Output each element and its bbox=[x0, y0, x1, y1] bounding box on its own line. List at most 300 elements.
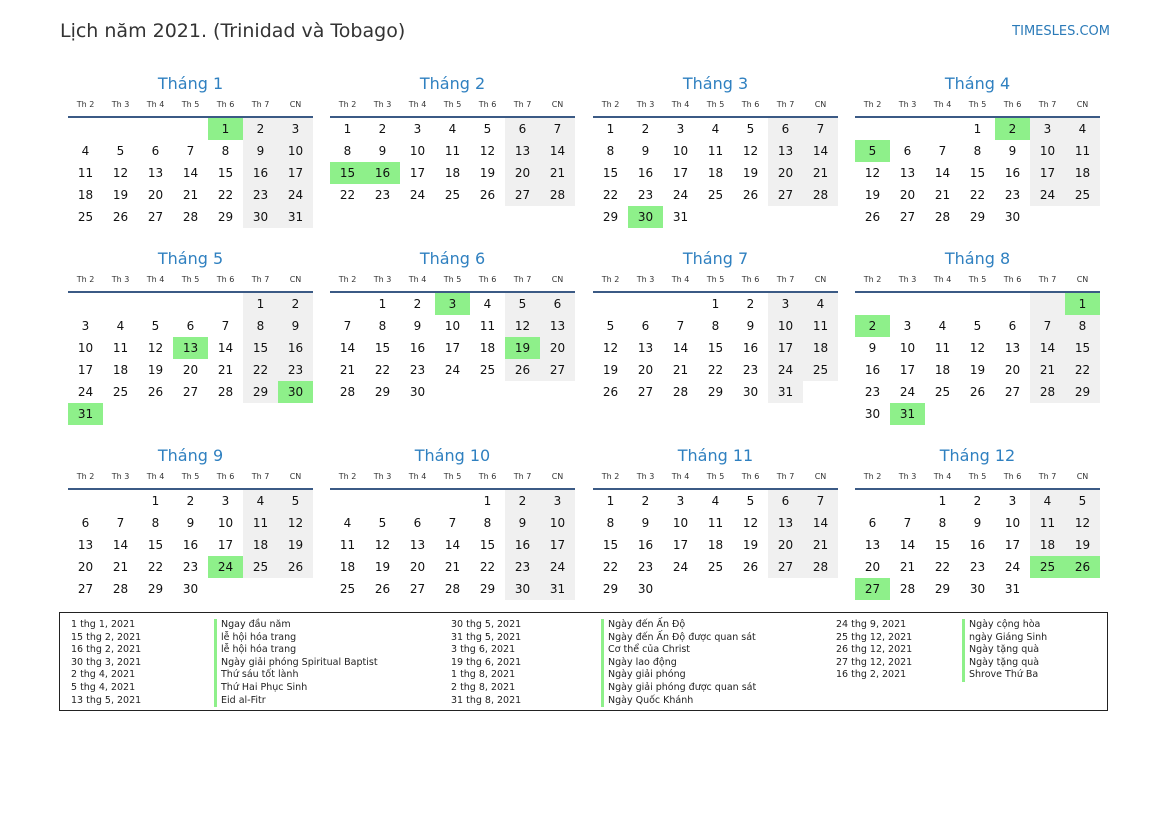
day-cell: 21 bbox=[540, 162, 575, 184]
day-cell: 28 bbox=[899, 582, 916, 596]
day-cell: 17 bbox=[899, 363, 916, 377]
empty-cell bbox=[400, 490, 435, 512]
weekday-label: Th 2 bbox=[76, 100, 95, 109]
day-cell: 15 bbox=[243, 337, 278, 359]
day-cell: 21 bbox=[182, 188, 199, 202]
weekday-label: Th 2 bbox=[338, 275, 357, 284]
empty-cell bbox=[173, 118, 208, 140]
day-cell: 29 bbox=[479, 582, 496, 596]
day-cell: 23 bbox=[969, 560, 986, 574]
day-cell: 11 bbox=[707, 516, 724, 530]
day-cell: 16 bbox=[864, 363, 881, 377]
weekday-label: CN bbox=[814, 275, 827, 284]
empty-cell bbox=[995, 293, 1030, 315]
day-cell: 19 bbox=[742, 538, 759, 552]
day-cell: 25 bbox=[803, 359, 838, 381]
day-cell: 13 bbox=[540, 315, 575, 337]
day-cell: 17 bbox=[444, 341, 461, 355]
legend-date: 26 thg 12, 2021 bbox=[836, 644, 913, 656]
empty-cell bbox=[890, 490, 925, 512]
legend-date: 16 thg 2, 2021 bbox=[71, 644, 142, 656]
day-cell: 11 bbox=[1065, 140, 1100, 162]
day-cell: 10 bbox=[1030, 140, 1065, 162]
day-cell: 18 bbox=[444, 166, 461, 180]
day-grid bbox=[330, 490, 575, 600]
day-cell: 23 bbox=[1004, 188, 1021, 202]
day-cell: 10 bbox=[409, 144, 426, 158]
day-cell: 2 bbox=[378, 122, 387, 136]
weekday-label: Th 6 bbox=[741, 472, 760, 481]
day-cell: 13 bbox=[637, 341, 654, 355]
weekday-label: Th 7 bbox=[251, 472, 270, 481]
day-cell: 28 bbox=[112, 582, 129, 596]
day-cell: 21 bbox=[339, 363, 356, 377]
day-cell: 25 bbox=[444, 188, 461, 202]
day-cell: 26 bbox=[864, 210, 881, 224]
weekday-label: Th 4 bbox=[933, 100, 952, 109]
month-block bbox=[855, 445, 1100, 600]
day-cell: 9 bbox=[641, 144, 650, 158]
day-cell: 3 bbox=[768, 293, 803, 315]
empty-cell bbox=[960, 293, 995, 315]
weekday-label: Th 2 bbox=[76, 275, 95, 284]
day-cell: 9 bbox=[868, 341, 877, 355]
weekday-label: Th 3 bbox=[373, 100, 392, 109]
day-cell: 3 bbox=[540, 490, 575, 512]
day-cell: 6 bbox=[151, 144, 160, 158]
day-cell: 21 bbox=[217, 363, 234, 377]
day-cell: 4 bbox=[711, 122, 720, 136]
weekday-header bbox=[593, 98, 838, 118]
legend-date: 5 thg 4, 2021 bbox=[71, 681, 136, 693]
day-cell: 16 bbox=[637, 166, 654, 180]
day-cell: 23 bbox=[182, 560, 199, 574]
empty-cell bbox=[890, 293, 925, 315]
weekday-label: Th 4 bbox=[408, 472, 427, 481]
day-cell: 19 bbox=[602, 363, 619, 377]
day-cell: 24 bbox=[77, 385, 94, 399]
day-grid bbox=[593, 490, 838, 600]
day-cell: 8 bbox=[606, 516, 615, 530]
day-cell: 3 bbox=[676, 494, 685, 508]
day-cell: 5 bbox=[1065, 490, 1100, 512]
day-cell: 10 bbox=[899, 341, 916, 355]
weekday-label: Th 5 bbox=[968, 100, 987, 109]
weekday-label: Th 6 bbox=[216, 100, 235, 109]
weekday-label: Th 2 bbox=[338, 472, 357, 481]
day-cell: 1 bbox=[243, 293, 278, 315]
site-link[interactable]: TIMESLES.COM bbox=[1012, 24, 1110, 39]
day-cell: 13 bbox=[864, 538, 881, 552]
empty-cell bbox=[365, 490, 400, 512]
weekday-label: Th 3 bbox=[636, 472, 655, 481]
day-cell: 26 bbox=[278, 556, 313, 578]
weekday-label: Th 6 bbox=[741, 100, 760, 109]
empty-cell bbox=[208, 293, 243, 315]
day-cell: 8 bbox=[483, 516, 492, 530]
weekday-label: Th 4 bbox=[671, 472, 690, 481]
day-cell: 19 bbox=[479, 166, 496, 180]
day-cell: 13 bbox=[77, 538, 94, 552]
day-cell: 1 bbox=[343, 122, 352, 136]
day-cell: 6 bbox=[768, 118, 803, 140]
day-cell: 14 bbox=[182, 166, 199, 180]
legend-holiday-name: Cơ thể của Christ bbox=[601, 644, 756, 657]
day-cell: 4 bbox=[711, 494, 720, 508]
day-cell: 22 bbox=[374, 363, 391, 377]
day-cell: 19 bbox=[969, 363, 986, 377]
day-cell: 14 bbox=[444, 538, 461, 552]
day-cell: 15 bbox=[217, 166, 234, 180]
day-cell: 12 bbox=[969, 341, 986, 355]
day-cell: 6 bbox=[413, 516, 422, 530]
day-cell: 11 bbox=[339, 538, 356, 552]
day-cell: 8 bbox=[221, 144, 230, 158]
empty-cell bbox=[628, 293, 663, 315]
day-cell: 20 bbox=[637, 363, 654, 377]
day-cell: 10 bbox=[540, 512, 575, 534]
weekday-label: Th 3 bbox=[898, 472, 917, 481]
day-cell: 14 bbox=[339, 341, 356, 355]
weekday-label: Th 7 bbox=[513, 472, 532, 481]
day-cell: 5 bbox=[746, 122, 755, 136]
day-cell: 14 bbox=[803, 512, 838, 534]
day-cell: 12 bbox=[479, 144, 496, 158]
day-cell: 18 bbox=[243, 534, 278, 556]
day-cell: 30 bbox=[637, 582, 654, 596]
day-cell: 1 bbox=[711, 297, 720, 311]
day-cell: 20 bbox=[409, 560, 426, 574]
day-cell: 2 bbox=[641, 122, 650, 136]
day-cell: 16 bbox=[505, 534, 540, 556]
day-cell: 28 bbox=[339, 385, 356, 399]
day-cell: 18 bbox=[77, 188, 94, 202]
day-cell: 16 bbox=[243, 162, 278, 184]
day-cell: 12 bbox=[505, 315, 540, 337]
day-cell: 14 bbox=[934, 166, 951, 180]
month-block bbox=[593, 248, 838, 403]
day-cell: 5 bbox=[278, 490, 313, 512]
weekday-label: Th 6 bbox=[216, 472, 235, 481]
weekday-label: CN bbox=[289, 275, 302, 284]
day-cell: 26 bbox=[147, 385, 164, 399]
day-cell: 1 bbox=[973, 122, 982, 136]
day-cell: 4 bbox=[938, 319, 947, 333]
month-title: Tháng 7 bbox=[682, 249, 749, 268]
day-cell: 24 bbox=[540, 556, 575, 578]
day-cell: 6 bbox=[81, 516, 90, 530]
day-cell: 5 bbox=[606, 319, 615, 333]
weekday-label: Th 6 bbox=[1003, 472, 1022, 481]
empty-cell bbox=[138, 293, 173, 315]
day-cell: 29 bbox=[1065, 381, 1100, 403]
day-cell: 26 bbox=[742, 188, 759, 202]
weekday-label: Th 5 bbox=[443, 472, 462, 481]
day-cell: 5 bbox=[505, 293, 540, 315]
day-cell: 16 bbox=[278, 337, 313, 359]
day-cell: 10 bbox=[768, 315, 803, 337]
weekday-label: Th 3 bbox=[111, 100, 130, 109]
day-cell: 3 bbox=[1008, 494, 1017, 508]
legend-date: 24 thg 9, 2021 bbox=[836, 619, 907, 630]
holiday-legend bbox=[59, 612, 1108, 711]
empty-cell bbox=[855, 490, 890, 512]
day-cell: 10 bbox=[77, 341, 94, 355]
empty-cell bbox=[68, 118, 103, 140]
holiday-day: 3 bbox=[435, 293, 470, 315]
day-cell: 18 bbox=[707, 538, 724, 552]
day-cell: 7 bbox=[540, 118, 575, 140]
day-cell: 10 bbox=[217, 516, 234, 530]
legend-holiday-name: Ngày giải phóng bbox=[601, 669, 756, 682]
legend-names-col-2 bbox=[601, 619, 756, 707]
day-cell: 17 bbox=[217, 538, 234, 552]
day-cell: 20 bbox=[864, 560, 881, 574]
day-cell: 20 bbox=[505, 162, 540, 184]
day-cell: 30 bbox=[864, 407, 881, 421]
day-cell: 27 bbox=[768, 184, 803, 206]
weekday-header bbox=[855, 273, 1100, 293]
day-cell: 12 bbox=[602, 341, 619, 355]
day-cell: 20 bbox=[768, 162, 803, 184]
day-cell: 18 bbox=[1065, 162, 1100, 184]
day-cell: 11 bbox=[444, 144, 461, 158]
day-cell: 27 bbox=[147, 210, 164, 224]
weekday-label: Th 7 bbox=[1038, 100, 1057, 109]
weekday-label: Th 6 bbox=[216, 275, 235, 284]
day-cell: 28 bbox=[803, 184, 838, 206]
day-cell: 15 bbox=[602, 166, 619, 180]
month-block bbox=[68, 73, 313, 228]
day-cell: 11 bbox=[243, 512, 278, 534]
legend-date: 19 thg 6, 2021 bbox=[451, 656, 522, 668]
legend-dates-col-1 bbox=[71, 619, 141, 707]
day-cell: 13 bbox=[768, 512, 803, 534]
day-cell: 21 bbox=[803, 534, 838, 556]
day-cell: 24 bbox=[672, 560, 689, 574]
day-cell: 23 bbox=[637, 188, 654, 202]
day-cell: 6 bbox=[641, 319, 650, 333]
day-cell: 1 bbox=[606, 494, 615, 508]
weekday-label: Th 4 bbox=[146, 472, 165, 481]
day-cell: 20 bbox=[899, 188, 916, 202]
day-cell: 20 bbox=[768, 534, 803, 556]
day-cell: 24 bbox=[278, 184, 313, 206]
day-cell: 29 bbox=[934, 582, 951, 596]
weekday-label: Th 7 bbox=[776, 100, 795, 109]
holiday-day: 25 bbox=[1030, 556, 1065, 578]
day-cell: 13 bbox=[768, 140, 803, 162]
day-cell: 14 bbox=[217, 341, 234, 355]
day-cell: 17 bbox=[768, 337, 803, 359]
day-cell: 22 bbox=[339, 188, 356, 202]
day-cell: 28 bbox=[934, 210, 951, 224]
day-cell: 28 bbox=[182, 210, 199, 224]
legend-date: 30 thg 3, 2021 bbox=[71, 656, 142, 668]
legend-holiday-name: Ngày giải phóng được quan sát bbox=[601, 682, 756, 695]
day-cell: 12 bbox=[278, 512, 313, 534]
holiday-day: 30 bbox=[278, 381, 313, 403]
legend-holiday-name: Ngày giải phóng Spiritual Baptist bbox=[214, 657, 378, 670]
day-cell: 22 bbox=[934, 560, 951, 574]
day-cell: 23 bbox=[243, 184, 278, 206]
day-cell: 27 bbox=[409, 582, 426, 596]
day-cell: 29 bbox=[602, 210, 619, 224]
legend-holiday-name: Eid al-Fitr bbox=[214, 695, 378, 708]
legend-date: 3 thg 6, 2021 bbox=[451, 644, 516, 656]
weekday-label: CN bbox=[551, 275, 564, 284]
day-cell: 2 bbox=[641, 494, 650, 508]
day-cell: 28 bbox=[672, 385, 689, 399]
day-cell: 10 bbox=[1004, 516, 1021, 530]
day-cell: 31 bbox=[278, 206, 313, 228]
day-grid bbox=[855, 293, 1100, 425]
legend-holiday-name: lễ hội hóa trang bbox=[214, 644, 378, 657]
weekday-label: Th 7 bbox=[776, 275, 795, 284]
day-cell: 2 bbox=[505, 490, 540, 512]
month-block bbox=[330, 248, 575, 403]
legend-date: 1 thg 1, 2021 bbox=[71, 619, 136, 630]
day-cell: 16 bbox=[742, 341, 759, 355]
day-cell: 22 bbox=[479, 560, 496, 574]
day-cell: 10 bbox=[672, 516, 689, 530]
day-cell: 25 bbox=[243, 556, 278, 578]
month-block bbox=[855, 248, 1100, 425]
weekday-label: Th 5 bbox=[181, 275, 200, 284]
legend-holiday-name: Ngày cộng hòa bbox=[962, 619, 1047, 632]
day-cell: 30 bbox=[409, 385, 426, 399]
day-cell: 21 bbox=[934, 188, 951, 202]
legend-holiday-name: Ngày tặng quà bbox=[962, 657, 1047, 670]
day-cell: 28 bbox=[540, 184, 575, 206]
day-cell: 1 bbox=[938, 494, 947, 508]
day-cell: 26 bbox=[602, 385, 619, 399]
day-cell: 24 bbox=[409, 188, 426, 202]
legend-date: 13 thg 5, 2021 bbox=[71, 694, 142, 706]
day-cell: 6 bbox=[505, 118, 540, 140]
day-grid bbox=[855, 490, 1100, 600]
weekday-label: CN bbox=[1076, 100, 1089, 109]
day-cell: 2 bbox=[243, 118, 278, 140]
month-title: Tháng 6 bbox=[419, 249, 486, 268]
weekday-label: CN bbox=[289, 100, 302, 109]
weekday-label: Th 5 bbox=[706, 275, 725, 284]
day-cell: 13 bbox=[147, 166, 164, 180]
day-cell: 6 bbox=[186, 319, 195, 333]
day-grid bbox=[330, 118, 575, 206]
day-cell: 19 bbox=[374, 560, 391, 574]
weekday-label: Th 5 bbox=[968, 275, 987, 284]
month-title: Tháng 8 bbox=[944, 249, 1011, 268]
day-grid bbox=[593, 118, 838, 228]
day-cell: 22 bbox=[602, 560, 619, 574]
month-title: Tháng 11 bbox=[677, 446, 754, 465]
day-cell: 5 bbox=[151, 319, 160, 333]
day-cell: 19 bbox=[147, 363, 164, 377]
weekday-label: Th 2 bbox=[601, 100, 620, 109]
day-cell: 25 bbox=[707, 560, 724, 574]
empty-cell bbox=[925, 118, 960, 140]
day-cell: 7 bbox=[448, 516, 457, 530]
day-cell: 22 bbox=[147, 560, 164, 574]
day-cell: 16 bbox=[409, 341, 426, 355]
day-cell: 23 bbox=[742, 363, 759, 377]
legend-date: 27 thg 12, 2021 bbox=[836, 656, 913, 668]
day-cell: 21 bbox=[803, 162, 838, 184]
weekday-label: Th 3 bbox=[898, 275, 917, 284]
day-cell: 27 bbox=[77, 582, 94, 596]
day-cell: 20 bbox=[1004, 363, 1021, 377]
weekday-label: Th 4 bbox=[671, 100, 690, 109]
weekday-label: CN bbox=[1076, 472, 1089, 481]
day-cell: 14 bbox=[112, 538, 129, 552]
day-cell: 3 bbox=[413, 122, 422, 136]
month-title: Tháng 5 bbox=[157, 249, 224, 268]
day-cell: 9 bbox=[413, 319, 422, 333]
day-cell: 7 bbox=[116, 516, 125, 530]
weekday-label: Th 6 bbox=[1003, 100, 1022, 109]
weekday-label: Th 7 bbox=[251, 100, 270, 109]
day-cell: 8 bbox=[151, 516, 160, 530]
day-cell: 17 bbox=[672, 166, 689, 180]
day-cell: 3 bbox=[676, 122, 685, 136]
day-cell: 24 bbox=[672, 188, 689, 202]
month-block bbox=[330, 445, 575, 600]
legend-holiday-name: Thứ sáu tốt lành bbox=[214, 669, 378, 682]
empty-cell bbox=[103, 118, 138, 140]
weekday-label: Th 4 bbox=[146, 275, 165, 284]
day-cell: 4 bbox=[448, 122, 457, 136]
holiday-day: 16 bbox=[365, 162, 400, 184]
legend-holiday-name: Ngày lao động bbox=[601, 657, 756, 670]
day-cell: 9 bbox=[746, 319, 755, 333]
weekday-label: Th 7 bbox=[776, 472, 795, 481]
day-cell: 26 bbox=[969, 385, 986, 399]
day-cell: 5 bbox=[116, 144, 125, 158]
day-cell: 4 bbox=[81, 144, 90, 158]
day-cell: 12 bbox=[864, 166, 881, 180]
day-cell: 26 bbox=[505, 359, 540, 381]
day-cell: 3 bbox=[81, 319, 90, 333]
weekday-label: Th 5 bbox=[443, 100, 462, 109]
day-cell: 11 bbox=[707, 144, 724, 158]
weekday-label: Th 3 bbox=[636, 100, 655, 109]
empty-cell bbox=[330, 490, 365, 512]
weekday-header bbox=[330, 273, 575, 293]
weekday-label: Th 7 bbox=[1038, 472, 1057, 481]
day-cell: 8 bbox=[973, 144, 982, 158]
day-cell: 27 bbox=[540, 359, 575, 381]
legend-date: 16 thg 2, 2021 bbox=[836, 669, 907, 681]
day-cell: 17 bbox=[278, 162, 313, 184]
day-cell: 16 bbox=[182, 538, 199, 552]
day-cell: 14 bbox=[540, 140, 575, 162]
day-cell: 25 bbox=[934, 385, 951, 399]
empty-cell bbox=[68, 293, 103, 315]
day-cell: 29 bbox=[374, 385, 391, 399]
day-cell: 22 bbox=[1065, 359, 1100, 381]
empty-cell bbox=[173, 293, 208, 315]
day-cell: 5 bbox=[973, 319, 982, 333]
day-cell: 27 bbox=[505, 184, 540, 206]
weekday-label: Th 2 bbox=[863, 472, 882, 481]
day-cell: 23 bbox=[864, 385, 881, 399]
month-title: Tháng 10 bbox=[414, 446, 491, 465]
day-cell: 1 bbox=[483, 494, 492, 508]
day-cell: 5 bbox=[378, 516, 387, 530]
empty-cell bbox=[1030, 293, 1065, 315]
day-cell: 11 bbox=[112, 341, 129, 355]
